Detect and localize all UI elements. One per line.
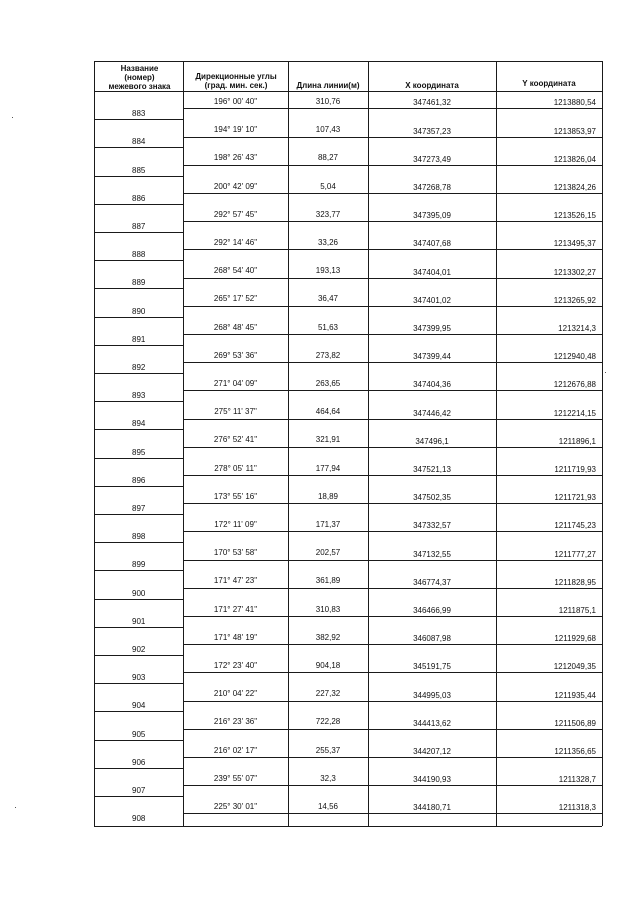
line-length: 310,76 [315, 97, 341, 106]
segment-row-separator [183, 616, 602, 617]
mark-number: 903 [132, 673, 146, 682]
y-coordinate: 1213526,15 [553, 211, 596, 220]
mark-number: 894 [132, 419, 146, 428]
mark-row-separator [94, 204, 183, 205]
segment-row-separator [183, 447, 602, 448]
mark-row-separator [94, 796, 183, 797]
mark-number: 898 [132, 532, 146, 541]
y-coordinate: 1211828,95 [554, 578, 596, 587]
segment-row-separator [183, 362, 602, 363]
mark-number: 896 [132, 476, 146, 485]
mark-row-separator [94, 542, 183, 543]
direction-angle: 269° 53' 36" [213, 351, 258, 360]
x-coordinate: 347399,44 [413, 352, 451, 361]
x-coordinate: 344180,71 [413, 803, 451, 812]
mark-number: 906 [132, 758, 146, 767]
mark-row-separator [94, 260, 183, 261]
mark-number: 892 [132, 363, 146, 372]
x-coordinate: 344995,03 [413, 691, 451, 700]
y-coordinate: 1211328,7 [558, 775, 596, 784]
x-coordinate: 347521,13 [413, 465, 451, 474]
header-x: X координата [405, 81, 459, 90]
mark-row-separator [94, 740, 183, 741]
mark-number: 908 [132, 814, 146, 823]
mark-row-separator [94, 288, 183, 289]
line-length: 273,82 [315, 351, 341, 360]
line-length: 193,13 [315, 266, 341, 275]
direction-angle: 172° 11' 09" [214, 520, 257, 529]
segment-row-separator [183, 419, 602, 420]
line-length: 14,56 [317, 802, 339, 811]
direction-angle: 196° 00' 40" [213, 97, 258, 106]
segment-row-separator [183, 560, 602, 561]
mark-number: 886 [132, 194, 146, 203]
mark-number: 897 [132, 504, 146, 513]
direction-angle: 171° 27' 41" [213, 605, 258, 614]
direction-angle: 200° 42' 09" [213, 182, 258, 191]
mark-number: 899 [132, 560, 146, 569]
segment-row-separator [183, 729, 602, 730]
direction-angle: 268° 54' 40" [213, 266, 258, 275]
mark-row-separator [94, 232, 183, 233]
header-name-line1: Название [120, 64, 159, 73]
line-length: 227,32 [315, 689, 341, 698]
x-coordinate: 347404,01 [413, 268, 451, 277]
y-coordinate: 1213302,27 [553, 268, 596, 277]
x-coordinate: 344207,12 [413, 747, 451, 756]
y-coordinate: 1211318,3 [558, 803, 596, 812]
line-length: 107,43 [315, 125, 341, 134]
y-coordinate: 1213265,92 [553, 296, 596, 305]
segment-row-separator [183, 813, 602, 814]
table-bottom-border [94, 826, 602, 827]
direction-angle: 198° 26' 43" [213, 153, 258, 162]
table-top-border [94, 61, 602, 62]
y-coordinate: 1213826,04 [553, 155, 596, 164]
segment-row-separator [183, 785, 602, 786]
segment-row-separator [183, 165, 602, 166]
mark-row-separator [94, 683, 183, 684]
header-angle-line2: (град. мин. сек.) [204, 81, 268, 90]
x-coordinate: 346466,99 [413, 606, 451, 615]
x-coordinate: 344190,93 [413, 775, 451, 784]
y-coordinate: 1213214,3 [558, 324, 596, 333]
header-length: Длина линии(м) [296, 81, 360, 90]
line-length: 323,77 [315, 210, 341, 219]
mark-row-separator [94, 768, 183, 769]
x-coordinate: 347496,1 [415, 437, 449, 446]
mark-number: 905 [132, 730, 146, 739]
y-coordinate: 1211777,27 [554, 550, 596, 559]
mark-row-separator [94, 176, 183, 177]
line-length: 722,28 [315, 717, 341, 726]
x-coordinate: 347132,55 [413, 550, 451, 559]
mark-number: 893 [132, 391, 146, 400]
direction-angle: 275° 11' 37" [214, 407, 257, 416]
mark-number: 883 [132, 109, 146, 118]
line-length: 361,89 [315, 576, 341, 585]
line-length: 36,47 [317, 294, 339, 303]
header-angle-line1: Дирекционные углы [195, 72, 277, 81]
mark-number: 890 [132, 307, 146, 316]
segment-row-separator [183, 334, 602, 335]
mark-number: 889 [132, 278, 146, 287]
y-coordinate: 1212049,35 [553, 662, 596, 671]
direction-angle: 292° 57' 45" [213, 210, 258, 219]
segment-row-separator [183, 108, 602, 109]
line-length: 382,92 [315, 633, 341, 642]
segment-row-separator [183, 193, 602, 194]
line-length: 310,83 [315, 605, 341, 614]
direction-angle: 271° 04' 09" [213, 379, 258, 388]
line-length: 904,18 [315, 661, 341, 670]
segment-row-separator [183, 137, 602, 138]
mark-row-separator [94, 627, 183, 628]
direction-angle: 173° 55' 16" [213, 492, 258, 501]
segment-row-separator [183, 390, 602, 391]
line-length: 33,26 [317, 238, 339, 247]
mark-number: 907 [132, 786, 146, 795]
mark-number: 900 [132, 589, 146, 598]
header-y: Y координата [522, 79, 576, 88]
scan-speck [605, 372, 606, 373]
x-coordinate: 347502,35 [413, 493, 451, 502]
mark-number: 884 [132, 137, 146, 146]
segment-row-separator [183, 221, 602, 222]
mark-number: 888 [132, 250, 146, 259]
y-coordinate: 1211356,65 [554, 747, 596, 756]
mark-number: 895 [132, 448, 146, 457]
direction-angle: 171° 48' 19" [213, 633, 258, 642]
y-coordinate: 1213880,54 [553, 98, 596, 107]
x-coordinate: 347461,32 [413, 98, 451, 107]
y-coordinate: 1211929,68 [554, 634, 596, 643]
column-divider [602, 61, 603, 826]
mark-number: 885 [132, 166, 146, 175]
x-coordinate: 347357,23 [413, 127, 451, 136]
direction-angle: 216° 23' 36" [213, 717, 258, 726]
x-coordinate: 347407,68 [413, 239, 451, 248]
mark-row-separator [94, 373, 183, 374]
mark-row-separator [94, 599, 183, 600]
x-coordinate: 347332,57 [413, 521, 451, 530]
y-coordinate: 1212214,15 [553, 409, 596, 418]
segment-row-separator [183, 701, 602, 702]
mark-number: 901 [132, 617, 146, 626]
line-length: 88,27 [317, 153, 339, 162]
mark-row-separator [94, 345, 183, 346]
direction-angle: 172° 23' 40" [213, 661, 258, 670]
mark-number: 891 [132, 335, 146, 344]
direction-angle: 265° 17' 52" [213, 294, 258, 303]
header-name-line3: межевого знака [108, 82, 171, 91]
mark-row-separator [94, 317, 183, 318]
line-length: 464,64 [315, 407, 341, 416]
line-length: 171,37 [315, 520, 341, 529]
mark-row-separator [94, 147, 183, 148]
direction-angle: 170° 53' 58" [213, 548, 258, 557]
line-length: 18,89 [317, 492, 339, 501]
mark-row-separator [94, 655, 183, 656]
line-length: 255,37 [315, 746, 341, 755]
mark-number: 887 [132, 222, 146, 231]
y-coordinate: 1212940,48 [553, 352, 596, 361]
direction-angle: 225° 30' 01" [213, 802, 258, 811]
header-bottom-border [94, 91, 602, 92]
x-coordinate: 346087,98 [413, 634, 451, 643]
segment-row-separator [183, 475, 602, 476]
segment-row-separator [183, 249, 602, 250]
y-coordinate: 1211896,1 [558, 437, 596, 446]
mark-row-separator [94, 711, 183, 712]
y-coordinate: 1211745,23 [554, 521, 596, 530]
line-length: 202,57 [315, 548, 341, 557]
y-coordinate: 1211721,93 [554, 493, 596, 502]
direction-angle: 276° 52' 41" [213, 435, 258, 444]
direction-angle: 278° 05' 11" [214, 464, 257, 473]
mark-row-separator [94, 570, 183, 571]
y-coordinate: 1213824,26 [553, 183, 596, 192]
x-coordinate: 345191,75 [413, 662, 451, 671]
x-coordinate: 344413,62 [413, 719, 451, 728]
segment-row-separator [183, 531, 602, 532]
header-name-line2: (номер) [124, 73, 155, 82]
mark-row-separator [94, 486, 183, 487]
line-length: 32,3 [320, 774, 336, 783]
segment-row-separator [183, 644, 602, 645]
line-length: 263,65 [315, 379, 341, 388]
direction-angle: 292° 14' 46" [213, 238, 258, 247]
y-coordinate: 1211875,1 [558, 606, 596, 615]
mark-number: 904 [132, 701, 146, 710]
line-length: 51,63 [317, 323, 339, 332]
segment-row-separator [183, 278, 602, 279]
x-coordinate: 347446,42 [413, 409, 451, 418]
y-coordinate: 1211719,93 [554, 465, 596, 474]
line-length: 177,94 [315, 464, 341, 473]
direction-angle: 210° 04' 22" [213, 689, 258, 698]
y-coordinate: 1213495,37 [553, 239, 596, 248]
y-coordinate: 1211935,44 [554, 691, 596, 700]
mark-row-separator [94, 401, 183, 402]
y-coordinate: 1212676,88 [553, 380, 596, 389]
segment-row-separator [183, 306, 602, 307]
x-coordinate: 347273,49 [413, 155, 451, 164]
x-coordinate: 347268,78 [413, 183, 451, 192]
line-length: 5,04 [320, 182, 336, 191]
mark-row-separator [94, 119, 183, 120]
mark-number: 902 [132, 645, 146, 654]
segment-row-separator [183, 757, 602, 758]
mark-row-separator [94, 458, 183, 459]
direction-angle: 171° 47' 23" [213, 576, 258, 585]
y-coordinate: 1211506,89 [554, 719, 596, 728]
direction-angle: 216° 02' 17" [213, 746, 258, 755]
scan-speck [12, 117, 13, 118]
x-coordinate: 347404,36 [413, 380, 451, 389]
x-coordinate: 347401,02 [413, 296, 451, 305]
x-coordinate: 347395,09 [413, 211, 451, 220]
direction-angle: 194° 19' 10" [213, 125, 258, 134]
mark-row-separator [94, 429, 183, 430]
segment-row-separator [183, 672, 602, 673]
segment-row-separator [183, 588, 602, 589]
mark-row-separator [94, 514, 183, 515]
line-length: 321,91 [315, 435, 341, 444]
x-coordinate: 346774,37 [413, 578, 451, 587]
scan-speck [15, 807, 16, 808]
direction-angle: 268° 48' 45" [213, 323, 258, 332]
segment-row-separator [183, 503, 602, 504]
direction-angle: 239° 55' 07" [213, 774, 258, 783]
x-coordinate: 347399,95 [413, 324, 451, 333]
y-coordinate: 1213853,97 [553, 127, 596, 136]
